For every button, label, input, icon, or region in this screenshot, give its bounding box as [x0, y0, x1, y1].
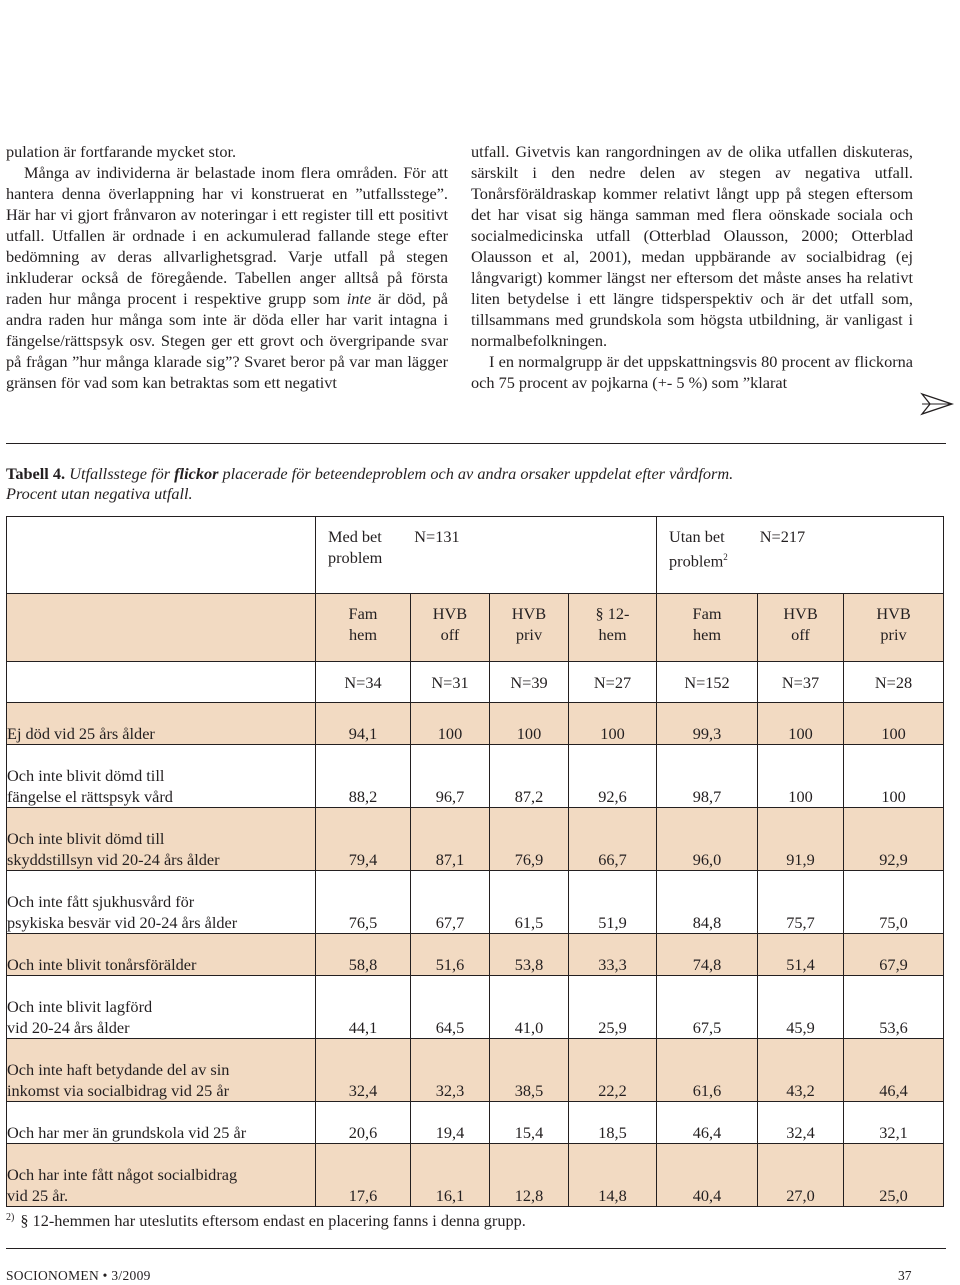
table-cell: 22,2: [569, 1039, 657, 1102]
table-row: [7, 745, 944, 808]
table-row: [7, 808, 944, 871]
row-label: Och har inte fått något socialbidrag vid 25 år.: [7, 1144, 316, 1207]
table-cell: 76,5: [316, 871, 411, 934]
table-cell: 17,6: [316, 1144, 411, 1207]
table-cell: 96,0: [657, 808, 758, 871]
table-cell: 67,7: [411, 871, 490, 934]
paragraph: pulation är fortfarande mycket stor.: [6, 142, 237, 161]
row-label: Och inte haft betydande del av sin inkomst via socialbidrag vid 25 år: [7, 1039, 316, 1102]
table-cell: 32,4: [316, 1039, 411, 1102]
row-label: Och inte fått sjukhusvård för psykiska besvär vid 20-24 års ålder: [7, 871, 316, 934]
table-cell: 100: [844, 745, 944, 808]
row-label: Och inte blivit tonårsförälder: [7, 934, 316, 976]
table-cell: 46,4: [657, 1102, 758, 1144]
table-cell: 61,6: [657, 1039, 758, 1102]
table-cell: 99,3: [657, 703, 758, 745]
table-cell: 75,7: [758, 871, 844, 934]
table-cell: 25,9: [569, 976, 657, 1039]
sample-size: N=37: [758, 662, 844, 703]
journal-name: SOCIONOMEN • 3/2009: [6, 1268, 151, 1283]
group-header-without-problem: Utan bet problem$^2$ N=217: [657, 517, 944, 594]
paragraph: Många av individerna är belastade inom flera områden. För att hantera denna överlappning har vi konstruerat en ”utfallsstege”. Här har vi gjort frånvaron av noteringar i ett register till ett positivt utfall. Utfallen är ordnade i en ackumulerad fallande stege efter bedömning av deras allvarlighetsgrad. Varje utfall på stegen inkluderar också de föregående. Tabellen anger alltså på första raden hur många procent i respektive grupp som inte är död, på andra raden hur många som inte är döda eller har varit intagna i fängelse/rättspsyk osv. Stegen ger ett grovt och övergripande svar på frågan ”hur många klarade sig”? Svaret beror på var man lägger gränsen för vad som kan betraktas som ett negativt: [6, 163, 448, 392]
table-cell: 87,2: [490, 745, 569, 808]
sample-size: N=152: [657, 662, 758, 703]
separator: [6, 1248, 946, 1249]
row-label: Och har mer än grundskola vid 25 år: [7, 1102, 316, 1144]
sample-size-row: [7, 662, 944, 703]
table-cell: 75,0: [844, 871, 944, 934]
sample-size: N=28: [844, 662, 944, 703]
row-label: Och inte blivit dömd till skyddstillsyn vid 20-24 års ålder: [7, 808, 316, 871]
table-row: [7, 976, 944, 1039]
table-cell: 40,4: [657, 1144, 758, 1207]
table-cell: 64,5: [411, 976, 490, 1039]
table-cell: 44,1: [316, 976, 411, 1039]
row-label: Och inte blivit lagförd vid 20-24 års ålder: [7, 976, 316, 1039]
table-cell: 98,7: [657, 745, 758, 808]
table-cell: 100: [844, 703, 944, 745]
table-cell: 51,4: [758, 934, 844, 976]
group-header-row: [7, 517, 944, 594]
table-row: [7, 703, 944, 745]
column-header: HVB off: [758, 594, 844, 662]
table-cell: 100: [758, 703, 844, 745]
table-cell: 14,8: [569, 1144, 657, 1207]
table-cell: 12,8: [490, 1144, 569, 1207]
right-text-column: [471, 141, 913, 393]
table-row: [7, 1039, 944, 1102]
row-label: Ej död vid 25 års ålder: [7, 703, 316, 745]
column-header: Fam hem: [657, 594, 758, 662]
column-header-row: [7, 594, 944, 662]
table-cell: 53,6: [844, 976, 944, 1039]
row-label: Och inte blivit dömd till fängelse el rättspsyk vård: [7, 745, 316, 808]
table-cell: 33,3: [569, 934, 657, 976]
table-row: [7, 1144, 944, 1207]
table-cell: 84,8: [657, 871, 758, 934]
sample-size: N=39: [490, 662, 569, 703]
table-row: [7, 1102, 944, 1144]
column-header: HVB priv: [490, 594, 569, 662]
table-cell: 16,1: [411, 1144, 490, 1207]
table-cell: 15,4: [490, 1102, 569, 1144]
table-cell: 67,9: [844, 934, 944, 976]
table-cell: 100: [758, 745, 844, 808]
outcome-rows: [7, 703, 944, 1207]
table-cell: 96,7: [411, 745, 490, 808]
table-cell: 76,9: [490, 808, 569, 871]
outcome-table: [6, 516, 944, 1207]
table-cell: 100: [490, 703, 569, 745]
sample-size: N=27: [569, 662, 657, 703]
table-cell: 32,1: [844, 1102, 944, 1144]
paragraph: utfall. Givetvis kan rangordningen av de olika utfallen diskuteras, särskilt i den nedre delen av stegen av negativa utfall. Tonårsföräldraskap kommer relativt långt upp på stegen eftersom det har visat sig hänga samman med flera oönskade sociala och socialmedicinska utfall (Otterblad Olausson, 2000; Otterblad Olausson et al, 2001), medan uppbärande av socialbidrag (ej långvarigt) kommer längst ner eftersom det måste anses ha relativt liten betydelse i ett längre tidsperspektiv och är det utfall som, tillsammans med grundskola som högsta utbildning, är vanligast i normalbefolkningen.: [471, 142, 913, 350]
column-header: HVB off: [411, 594, 490, 662]
table-cell: 20,6: [316, 1102, 411, 1144]
table-cell: 87,1: [411, 808, 490, 871]
table-cell: 19,4: [411, 1102, 490, 1144]
table-cell: 25,0: [844, 1144, 944, 1207]
table-row: [7, 871, 944, 934]
table-cell: 67,5: [657, 976, 758, 1039]
table-cell: 43,2: [758, 1039, 844, 1102]
sample-size: N=31: [411, 662, 490, 703]
table-cell: 94,1: [316, 703, 411, 745]
table-cell: 79,4: [316, 808, 411, 871]
group-header-with-problem: Med bet problem N=131: [316, 517, 657, 594]
table-cell: 61,5: [490, 871, 569, 934]
separator: [6, 443, 946, 444]
table-row: [7, 934, 944, 976]
table-cell: 66,7: [569, 808, 657, 871]
left-text-column: [6, 141, 448, 393]
table-cell: 45,9: [758, 976, 844, 1039]
table-cell: 100: [411, 703, 490, 745]
table-caption: Tabell 4. Utfallsstege för flickor placerade för beteendeproblem och av andra orsaker uppdelat efter vårdform. Procent utan negativa utfall.: [6, 464, 734, 503]
table-cell: 88,2: [316, 745, 411, 808]
table-cell: 92,6: [569, 745, 657, 808]
continue-arrow-icon: [920, 392, 954, 416]
table-cell: 51,9: [569, 871, 657, 934]
table-cell: 91,9: [758, 808, 844, 871]
table-cell: 74,8: [657, 934, 758, 976]
column-header: § 12- hem: [569, 594, 657, 662]
table-cell: 32,4: [758, 1102, 844, 1144]
table-cell: 38,5: [490, 1039, 569, 1102]
table-cell: 27,0: [758, 1144, 844, 1207]
table-cell: 92,9: [844, 808, 944, 871]
column-header: Fam hem: [316, 594, 411, 662]
table-cell: 41,0: [490, 976, 569, 1039]
footnote: $^{2)}$ § 12-hemmen har uteslutits eftersom endast en placering fanns i denna grupp.: [6, 1211, 526, 1230]
paragraph: I en normalgrupp är det uppskattningsvis 80 procent av flickorna och 75 procent av pojkarna (+- 5 %) som ”klarat: [471, 352, 913, 392]
table-cell: 58,8: [316, 934, 411, 976]
emphasis: inte: [346, 289, 372, 308]
page-number: 37: [898, 1268, 912, 1283]
table-cell: 53,8: [490, 934, 569, 976]
column-header: HVB priv: [844, 594, 944, 662]
table-cell: 46,4: [844, 1039, 944, 1102]
table-cell: 51,6: [411, 934, 490, 976]
table-cell: 18,5: [569, 1102, 657, 1144]
table-cell: 100: [569, 703, 657, 745]
table-cell: 32,3: [411, 1039, 490, 1102]
sample-size: N=34: [316, 662, 411, 703]
